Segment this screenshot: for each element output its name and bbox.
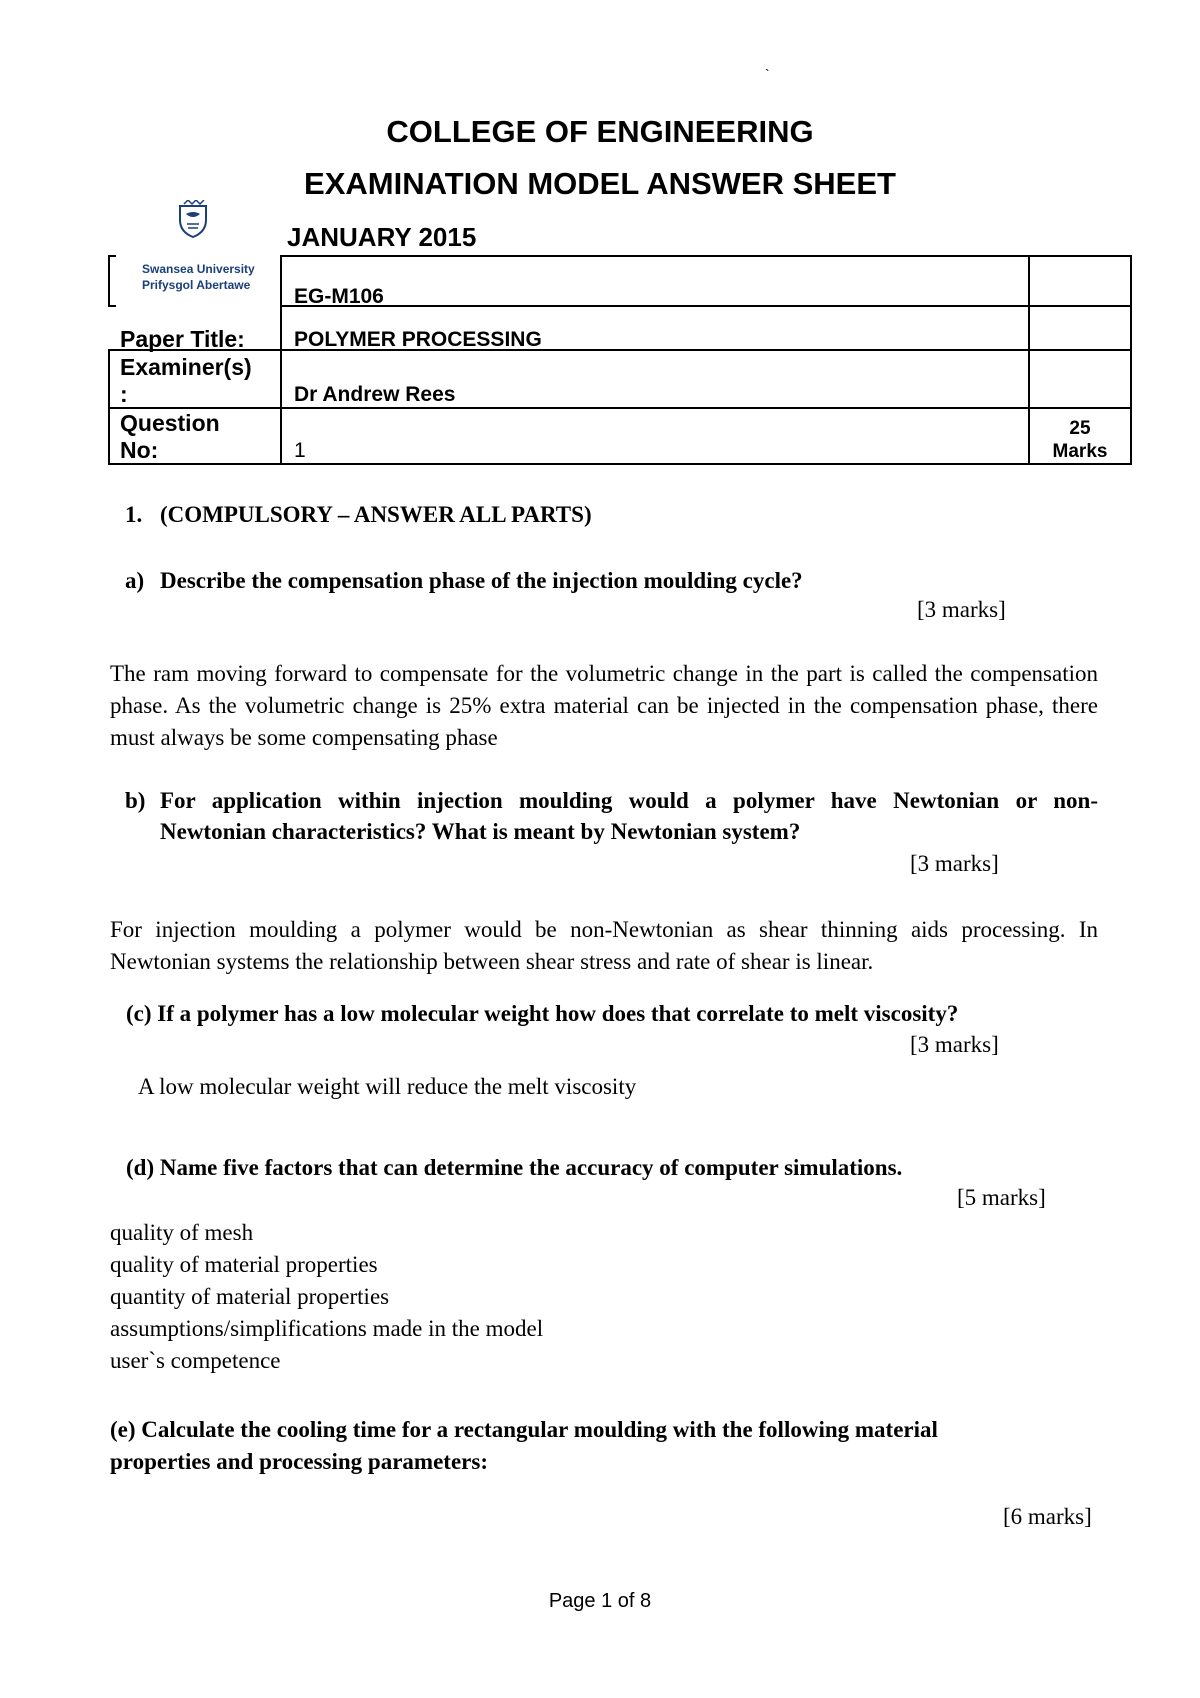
page-number: Page 1 of 8 xyxy=(548,1590,652,1612)
section-heading: (COMPULSORY – ANSWER ALL PARTS) xyxy=(160,502,592,527)
stray-mark: ` xyxy=(765,66,770,82)
examiner-label: Examiner(s) xyxy=(120,354,252,380)
question-b-text-line2: Newtonian characteristics? What is meant by Newtonian system? xyxy=(160,819,801,844)
answer-d-item: quality of mesh xyxy=(110,1220,254,1245)
question-number: 1 xyxy=(294,439,306,462)
question-d-marks: [5 marks] xyxy=(957,1185,1046,1210)
answer-c: A low molecular weight will reduce the melt viscosity xyxy=(138,1074,637,1099)
question-label-no: No: xyxy=(120,437,159,463)
paper-title-label: Paper Title: xyxy=(120,326,245,352)
college-title: COLLEGE OF ENGINEERING xyxy=(386,114,814,149)
answer-b: For injection moulding a polymer would be non-Newtonian as shear thinning aids processing. In Newtonian systems the relationship between shear stress and rate of shear is linear. xyxy=(110,917,1098,974)
marks-label: Marks xyxy=(1052,441,1108,462)
question-e-text-line1: (e) Calculate the cooling time for a rectangular moulding with the following material xyxy=(110,1417,938,1442)
sheet-title: EXAMINATION MODEL ANSWER SHEET xyxy=(304,166,896,201)
question-a-label: a) xyxy=(125,568,145,593)
paper-title-value: POLYMER PROCESSING xyxy=(294,328,542,351)
question-c-text: (c) If a polymer has a low molecular weight how does that correlate to melt viscosity? xyxy=(126,1001,959,1026)
answer-d-item: assumptions/simplifications made in the model xyxy=(110,1316,544,1341)
answer-d-item: user`s competence xyxy=(110,1348,281,1373)
question-a-marks: [3 marks] xyxy=(917,597,1006,622)
examiner-label-colon: : xyxy=(120,381,128,407)
question-c-marks: [3 marks] xyxy=(910,1032,999,1057)
question-b-label: b) xyxy=(125,788,146,813)
answer-a: The ram moving forward to compensate for the volumetric change in the part is called the compensation phase. As the volumetric change is 25% extra material can be injected in the compensation phase, there must always be some compensating phase xyxy=(110,661,1098,750)
question-b-text-line1: For application within injection moulding would a polymer have Newtonian or non- xyxy=(160,788,1098,813)
logo-name-welsh: Prifysgol Abertawe xyxy=(142,278,251,292)
question-a-text: Describe the compensation phase of the injection moulding cycle? xyxy=(160,568,803,593)
section-number: 1. xyxy=(125,502,143,527)
question-label: Question xyxy=(120,410,220,436)
question-e-text-line2: properties and processing parameters: xyxy=(110,1449,488,1474)
question-e-marks: [6 marks] xyxy=(1003,1504,1092,1529)
logo-name-english: Swansea University xyxy=(142,262,255,276)
answer-d-item: quality of material properties xyxy=(110,1252,378,1277)
examiner-value: Dr Andrew Rees xyxy=(294,383,456,406)
session-date: JANUARY 2015 xyxy=(287,222,477,252)
marks-number: 25 xyxy=(1069,418,1091,439)
crest-icon xyxy=(178,200,208,238)
answer-d-item: quantity of material properties xyxy=(110,1284,390,1309)
exam-info-table xyxy=(108,255,1132,465)
question-b-marks: [3 marks] xyxy=(910,851,999,876)
question-d-text: (d) Name five factors that can determine the accuracy of computer simulations. xyxy=(126,1155,903,1180)
module-code: EG-M106 xyxy=(294,285,384,308)
